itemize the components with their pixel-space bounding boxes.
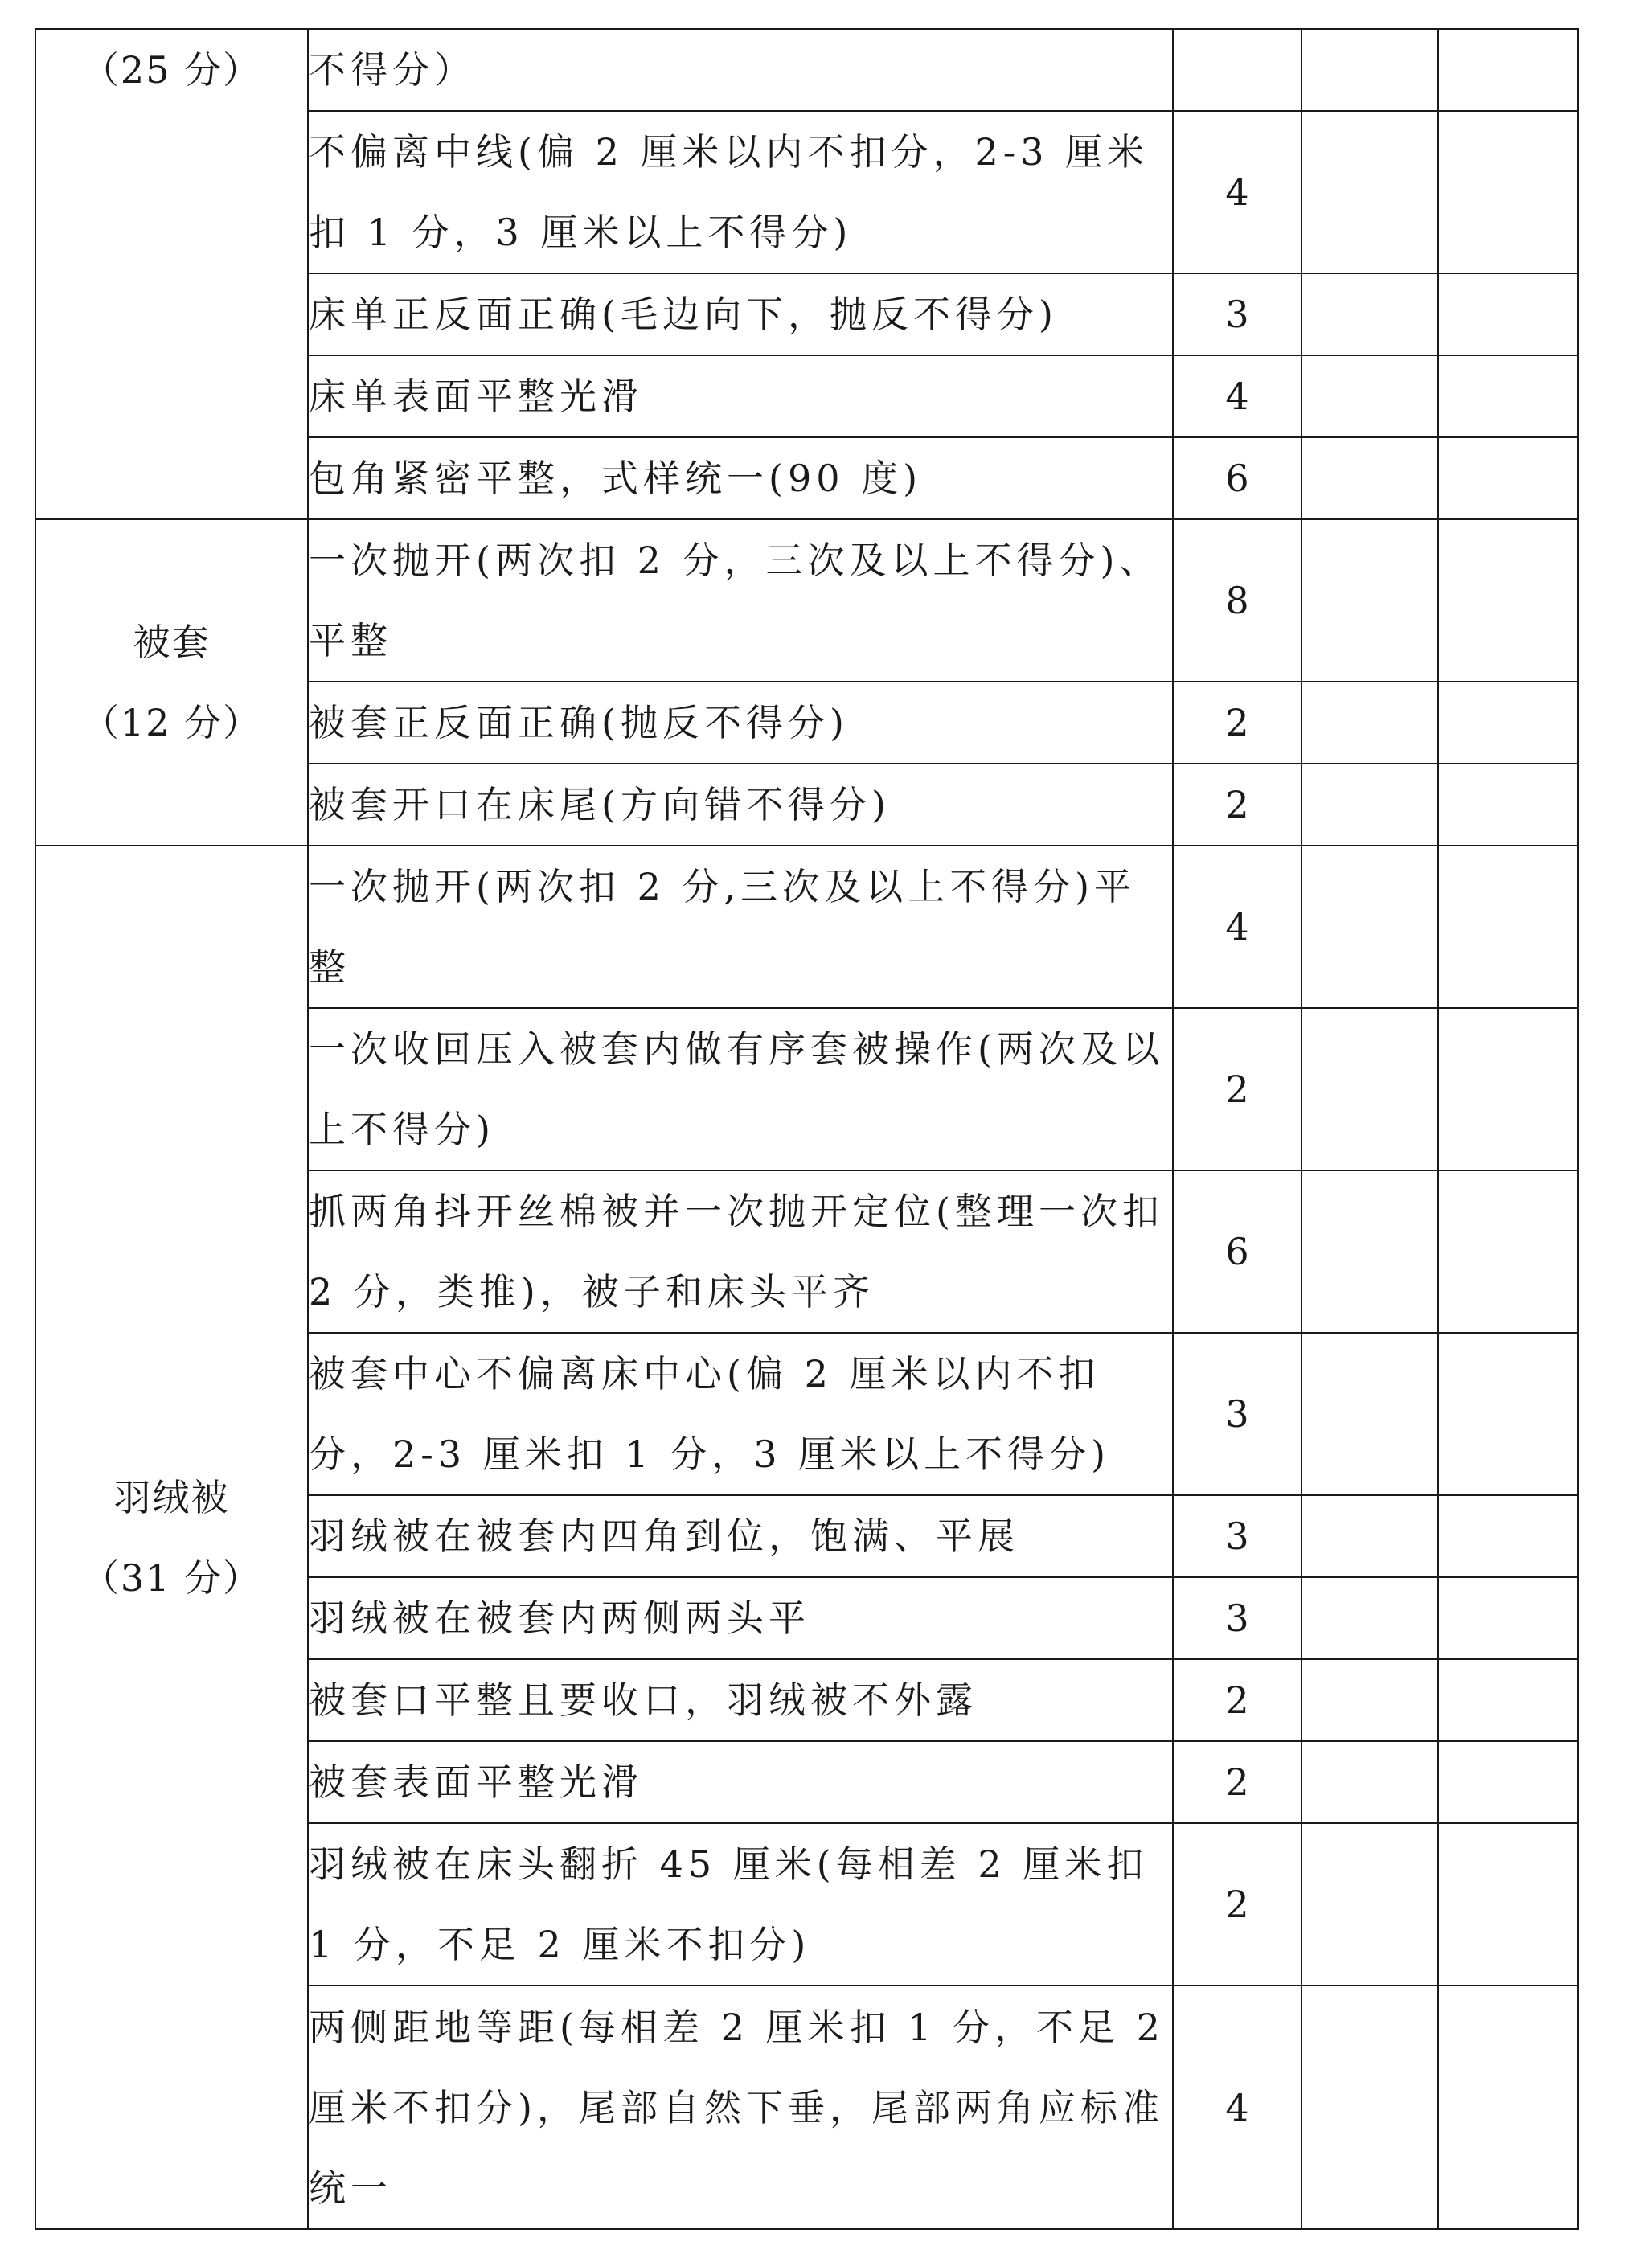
item-text: 包角紧密平整，式样统一(90 度) bbox=[308, 437, 1173, 519]
grading-cell bbox=[1438, 1741, 1578, 1823]
category-score-label: （25 分） bbox=[81, 48, 262, 92]
grading-cell bbox=[1302, 1823, 1438, 1986]
grading-cell bbox=[1438, 111, 1578, 273]
item-score: 2 bbox=[1173, 1823, 1302, 1986]
item-text: 一次收回压入被套内做有序套被操作(两次及以上不得分) bbox=[308, 1008, 1173, 1170]
item-score: 2 bbox=[1173, 1008, 1302, 1170]
item-score: 6 bbox=[1173, 437, 1302, 519]
item-score: 4 bbox=[1173, 355, 1302, 437]
item-text: 被套正反面正确(抛反不得分) bbox=[308, 682, 1173, 764]
item-score: 4 bbox=[1173, 111, 1302, 273]
grading-cell bbox=[1302, 29, 1438, 111]
item-text: 床单正反面正确(毛边向下，抛反不得分) bbox=[308, 273, 1173, 355]
item-score: 2 bbox=[1173, 1659, 1302, 1741]
grading-cell bbox=[1302, 273, 1438, 355]
item-text: 不偏离中线(偏 2 厘米以内不扣分，2-3 厘米扣 1 分，3 厘米以上不得分) bbox=[308, 111, 1173, 273]
item-score: 2 bbox=[1173, 682, 1302, 764]
item-score: 3 bbox=[1173, 273, 1302, 355]
item-score: 2 bbox=[1173, 764, 1302, 846]
item-score bbox=[1173, 29, 1302, 111]
grading-cell bbox=[1438, 1008, 1578, 1170]
item-score: 3 bbox=[1173, 1333, 1302, 1495]
grading-cell bbox=[1438, 273, 1578, 355]
item-text: 床单表面平整光滑 bbox=[308, 355, 1173, 437]
grading-cell bbox=[1302, 1008, 1438, 1170]
item-text: 一次抛开(两次扣 2 分,三次及以上不得分)平整 bbox=[308, 846, 1173, 1008]
grading-cell bbox=[1302, 1495, 1438, 1577]
grading-cell bbox=[1438, 1495, 1578, 1577]
grading-cell bbox=[1302, 437, 1438, 519]
item-text: 被套口平整且要收口，羽绒被不外露 bbox=[308, 1659, 1173, 1741]
item-text: 被套表面平整光滑 bbox=[308, 1741, 1173, 1823]
item-text: 羽绒被在被套内四角到位，饱满、平展 bbox=[308, 1495, 1173, 1577]
category-cell-duvet-cover bbox=[35, 519, 308, 846]
item-text: 两侧距地等距(每相差 2 厘米扣 1 分，不足 2 厘米不扣分)，尾部自然下垂，尾部两角应标准统一 bbox=[308, 1986, 1173, 2229]
category-name: 羽绒被 bbox=[113, 1475, 230, 1519]
grading-cell bbox=[1302, 355, 1438, 437]
grading-cell bbox=[1302, 764, 1438, 846]
grading-cell bbox=[1302, 111, 1438, 273]
item-text: 一次抛开(两次扣 2 分，三次及以上不得分)、平整 bbox=[308, 519, 1173, 682]
scoring-table bbox=[35, 28, 1579, 2230]
grading-cell bbox=[1438, 1170, 1578, 1333]
grading-cell bbox=[1438, 682, 1578, 764]
grading-cell bbox=[1438, 764, 1578, 846]
grading-cell bbox=[1302, 1170, 1438, 1333]
item-score: 8 bbox=[1173, 519, 1302, 682]
item-score: 3 bbox=[1173, 1495, 1302, 1577]
grading-cell bbox=[1438, 1333, 1578, 1495]
category-name: 被套 bbox=[133, 621, 211, 664]
item-text: 不得分） bbox=[308, 29, 1173, 111]
item-text: 抓两角抖开丝棉被并一次抛开定位(整理一次扣 2 分，类推)，被子和床头平齐 bbox=[308, 1170, 1173, 1333]
item-text: 被套中心不偏离床中心(偏 2 厘米以内不扣分，2-3 厘米扣 1 分，3 厘米以上不得分) bbox=[308, 1333, 1173, 1495]
grading-cell bbox=[1438, 846, 1578, 1008]
grading-cell bbox=[1438, 1659, 1578, 1741]
grading-cell bbox=[1438, 1986, 1578, 2229]
grading-cell bbox=[1438, 519, 1578, 682]
grading-cell bbox=[1438, 437, 1578, 519]
item-text: 羽绒被在床头翻折 45 厘米(每相差 2 厘米扣 1 分，不足 2 厘米不扣分) bbox=[308, 1823, 1173, 1986]
table-row bbox=[35, 29, 1578, 111]
grading-cell bbox=[1438, 355, 1578, 437]
item-score: 4 bbox=[1173, 846, 1302, 1008]
item-score: 3 bbox=[1173, 1577, 1302, 1659]
grading-cell bbox=[1302, 682, 1438, 764]
grading-cell bbox=[1302, 519, 1438, 682]
grading-cell bbox=[1302, 846, 1438, 1008]
item-score: 6 bbox=[1173, 1170, 1302, 1333]
category-cell-down-quilt bbox=[35, 846, 308, 2229]
category-score-label: （31 分） bbox=[81, 1555, 262, 1600]
item-text: 被套开口在床尾(方向错不得分) bbox=[308, 764, 1173, 846]
item-score: 4 bbox=[1173, 1986, 1302, 2229]
grading-cell bbox=[1302, 1986, 1438, 2229]
category-score-label: （12 分） bbox=[81, 701, 262, 744]
grading-cell bbox=[1302, 1741, 1438, 1823]
grading-cell bbox=[1302, 1577, 1438, 1659]
category-cell-sheet bbox=[35, 29, 308, 519]
grading-cell bbox=[1302, 1333, 1438, 1495]
table-row bbox=[35, 846, 1578, 1008]
grading-cell bbox=[1438, 29, 1578, 111]
table-row bbox=[35, 519, 1578, 682]
grading-cell bbox=[1302, 1659, 1438, 1741]
grading-cell bbox=[1438, 1823, 1578, 1986]
item-score: 2 bbox=[1173, 1741, 1302, 1823]
item-text: 羽绒被在被套内两侧两头平 bbox=[308, 1577, 1173, 1659]
grading-cell bbox=[1438, 1577, 1578, 1659]
